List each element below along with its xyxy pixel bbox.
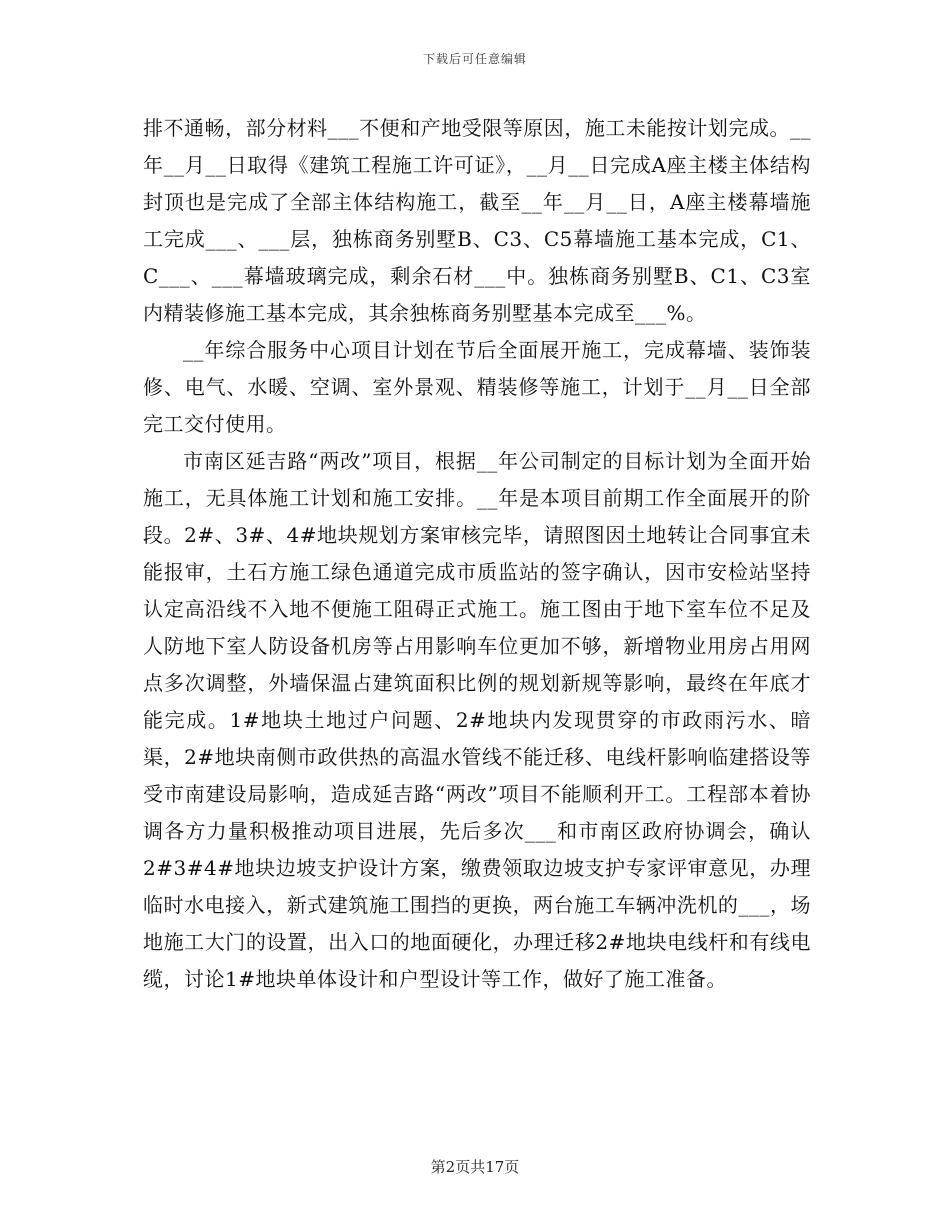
- paragraph-2: __年综合服务中心项目计划在节后全面展开施工，完成幕墙、装饰装修、电气、水暖、空调、室外景观、精装修等施工，计划于__月__日全部完工交付使用。: [143, 338, 811, 436]
- page-number: 第2页共17页: [430, 1158, 520, 1176]
- paragraph-3: 市南区延吉路“两改”项目，根据__年公司制定的目标计划为全面开始施工，无具体施工计划和施工安排。__年是本项目前期工作全面展开的阶段。2#、3#、4#地块规划方案审核完毕，请照图因土地转让合同事宜未能报审，土石方施工绿色通道完成市质监站的签字确认，因市安检站坚持认定高沿线不入地不便施工阻碍正式施工。施工图由于地下室车位不足及人防地下室人防设备机房等占用影响车位更加不够，新增物业用房占用网点多次调整，外墙保温占建筑面积比例的规划新规等影响，最终在年底才能完成。1#地块土地过户问题、2#地块内发现贯穿的市政雨污水、暗渠，2#地块南侧市政供热的高温水管线不能迁移、电线杆影响临建搭设等受市南建设局影响，造成延吉路“两改”项目不能顺利开工。工程部本着协调各方力量积极推动项目进展，先后多次___和市南区政府协调会，确认2#3#4#地块边坡支护设计方案，缴费领取边坡支护专家评审意见，办理临时水电接入，新式建筑施工围挡的更换，两台施工车辆冲洗机的___，场地施工大门的设置，出入口的地面硬化，办理迁移2#地块电线杆和有线电缆，讨论1#地块单体设计和户型设计等工作，做好了施工准备。: [143, 449, 811, 991]
- paragraph-1: 排不通畅，部分材料___不便和产地受限等原因，施工未能按计划完成。__年__月__日取得《建筑工程施工许可证》，__月__日完成A座主楼主体结构封顶也是完成了全部主体结构施工，截至__年__月__日，A座主楼幕墙施工完成___、___层，独栋商务别墅B、C3、C5幕墙施工基本完成，C1、C___、___幕墙玻璃完成，剩余石材___中。独栋商务别墅B、C1、C3室内精装修施工基本完成，其余独栋商务别墅基本完成至___%。: [143, 116, 811, 325]
- page-header-note: 下载后可任意编辑: [422, 52, 527, 66]
- document-body: [143, 110, 811, 998]
